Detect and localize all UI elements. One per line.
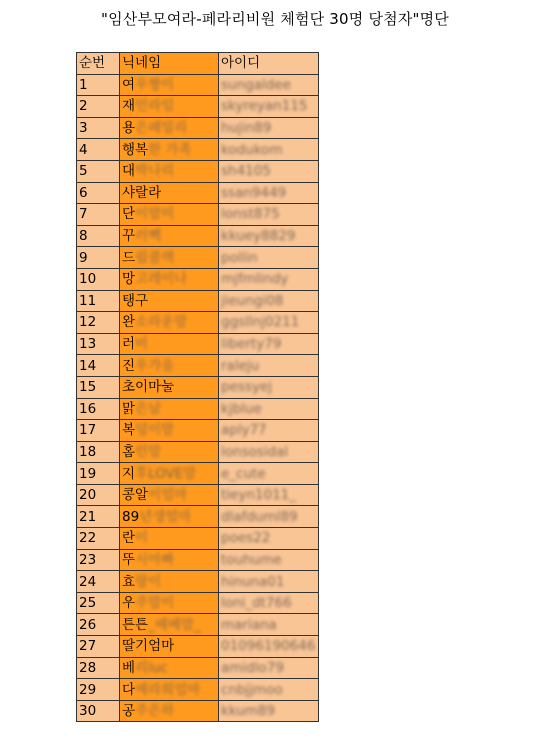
- nickname-visible: 샤랄라: [122, 184, 162, 201]
- row-id: [219, 74, 319, 96]
- nickname-masked: 예라희엄마: [135, 681, 201, 698]
- nickname-visible: 탱구: [122, 292, 149, 309]
- nickname-visible: 단: [122, 206, 136, 223]
- row-number: 17: [77, 420, 120, 442]
- nickname-masked: 랑이: [135, 573, 162, 590]
- id-masked: tieyn1011_: [221, 487, 297, 504]
- table-row: [77, 268, 319, 290]
- nickname-visible: 홈: [122, 443, 136, 460]
- row-number: 26: [77, 614, 120, 636]
- nickname-visible: 러: [122, 336, 136, 353]
- row-nickname: [120, 376, 219, 398]
- id-masked: dlafduml89: [221, 508, 298, 525]
- row-nickname: [120, 420, 219, 442]
- nickname-masked: 주맘이: [135, 595, 175, 612]
- row-number: 21: [77, 506, 120, 528]
- nickname-visible: 대: [122, 163, 136, 180]
- table-row: [77, 139, 319, 161]
- nickname-visible: 다: [122, 681, 136, 698]
- table-row: [77, 679, 319, 701]
- row-id: [219, 528, 319, 550]
- row-number: 4: [77, 139, 120, 161]
- row-nickname: [120, 657, 219, 679]
- nickname-masked: 러빽: [135, 228, 162, 245]
- id-masked: pessyej: [221, 379, 272, 396]
- row-number: 9: [77, 247, 120, 269]
- page-title: "임산부모여라-페라리비원 체험단 30명 당첨자"명단: [100, 10, 449, 28]
- row-nickname: [120, 355, 219, 377]
- row-nickname: [120, 700, 219, 722]
- row-number: 2: [77, 96, 120, 118]
- row-number: 22: [77, 528, 120, 550]
- nickname-visible: 튼튼: [122, 616, 149, 633]
- row-number: 18: [77, 441, 120, 463]
- nickname-masked: 리luc: [135, 659, 168, 676]
- id-masked: lonst875: [221, 206, 280, 223]
- row-nickname: [120, 398, 219, 420]
- row-number: 25: [77, 592, 120, 614]
- row-id: [219, 376, 319, 398]
- row-id: [219, 96, 319, 118]
- winners-table: [76, 52, 319, 722]
- row-id: [219, 549, 319, 571]
- nickname-masked: 우짱이: [135, 76, 175, 93]
- id-masked: mariana: [221, 616, 277, 633]
- nickname-masked: 시아빠: [135, 551, 175, 568]
- nickname-masked: 이맘미: [135, 206, 175, 223]
- nickname-visible: 란: [122, 530, 136, 547]
- row-nickname: [120, 571, 219, 593]
- row-nickname: [120, 333, 219, 355]
- row-nickname: [120, 463, 219, 485]
- nickname-visible: 지: [122, 465, 136, 482]
- table-row: [77, 355, 319, 377]
- table-row: [77, 592, 319, 614]
- nickname-masked: 은날: [135, 400, 162, 417]
- table-row: [77, 549, 319, 571]
- row-id: [219, 117, 319, 139]
- nickname-visible: 딸기엄마: [122, 638, 175, 655]
- row-id: [219, 657, 319, 679]
- row-nickname: [120, 506, 219, 528]
- nickname-masked: 이엄마: [148, 487, 188, 504]
- nickname-masked: 한 가족: [148, 141, 192, 158]
- id-masked: amidlo79: [221, 659, 284, 676]
- nickname-masked: 림콜렉: [135, 249, 175, 266]
- row-number: 13: [77, 333, 120, 355]
- table-row: [77, 484, 319, 506]
- row-id: [219, 312, 319, 334]
- row-id: [219, 290, 319, 312]
- row-number: 15: [77, 376, 120, 398]
- row-nickname: [120, 139, 219, 161]
- row-number: 7: [77, 204, 120, 226]
- id-masked: loni_dt766: [221, 595, 292, 612]
- id-masked: kkuey8829: [221, 228, 296, 245]
- nickname-visible: 초이마눌: [122, 379, 175, 396]
- id-masked: jieungi08: [221, 292, 284, 309]
- row-id: [219, 247, 319, 269]
- row-nickname: [120, 96, 219, 118]
- row-nickname: [120, 441, 219, 463]
- row-nickname: [120, 74, 219, 96]
- table-row: [77, 398, 319, 420]
- row-number: 27: [77, 636, 120, 658]
- row-id: [219, 268, 319, 290]
- header-nickname: 닉네임: [120, 53, 219, 75]
- nickname-visible: 우: [122, 595, 136, 612]
- id-masked: kjblue: [221, 400, 262, 417]
- table-row: [77, 225, 319, 247]
- row-nickname: [120, 592, 219, 614]
- table-row: [77, 657, 319, 679]
- nickname-masked: 주은하: [135, 703, 175, 720]
- nickname-visible: 망: [122, 271, 136, 288]
- nickname-visible: 꾸: [122, 228, 136, 245]
- nickname-visible: 콩알: [122, 487, 149, 504]
- id-masked: sh4105: [221, 163, 271, 180]
- nickname-visible: 베: [122, 659, 136, 676]
- table-row: [77, 96, 319, 118]
- row-id: [219, 441, 319, 463]
- nickname-masked: 우가을: [135, 357, 175, 374]
- row-number: 8: [77, 225, 120, 247]
- table-row: [77, 333, 319, 355]
- row-number: 10: [77, 268, 120, 290]
- id-masked: e_cute: [221, 465, 266, 482]
- id-masked: cnbjjmoo: [221, 681, 283, 698]
- row-id: [219, 614, 319, 636]
- table-row: [77, 420, 319, 442]
- id-masked: aply77: [221, 422, 267, 439]
- row-number: 12: [77, 312, 120, 334]
- table-row: [77, 463, 319, 485]
- row-number: 20: [77, 484, 120, 506]
- row-number: 24: [77, 571, 120, 593]
- row-id: [219, 355, 319, 377]
- row-nickname: [120, 117, 219, 139]
- row-number: 5: [77, 160, 120, 182]
- nickname-visible: 행복: [122, 141, 149, 158]
- nickname-masked: 민라임: [135, 98, 175, 115]
- row-number: 23: [77, 549, 120, 571]
- id-masked: skyreyan115: [221, 98, 308, 115]
- nickname-visible: 완: [122, 314, 136, 331]
- table-row: [77, 376, 319, 398]
- id-masked: kodukom: [221, 141, 283, 158]
- row-nickname: [120, 679, 219, 701]
- row-id: [219, 204, 319, 226]
- table-row: [77, 528, 319, 550]
- row-number: 11: [77, 290, 120, 312]
- row-id: [219, 636, 319, 658]
- header-number: 순번: [77, 53, 120, 75]
- row-nickname: [120, 160, 219, 182]
- table-row: [77, 312, 319, 334]
- nickname-visible: 공: [122, 703, 136, 720]
- id-masked: pollin: [221, 249, 258, 266]
- row-number: 30: [77, 700, 120, 722]
- id-masked: 01096190646: [221, 638, 316, 655]
- id-masked: sungaldee: [221, 76, 291, 93]
- id-masked: hinuna01: [221, 573, 285, 590]
- table-row: [77, 74, 319, 96]
- id-masked: liberty79: [221, 336, 282, 353]
- row-nickname: [120, 312, 219, 334]
- row-number: 19: [77, 463, 120, 485]
- row-number: 3: [77, 117, 120, 139]
- nickname-visible: 효: [122, 573, 136, 590]
- table-header-row: [77, 53, 319, 75]
- table-row: [77, 290, 319, 312]
- id-masked: raleju: [221, 357, 260, 374]
- row-id: [219, 182, 319, 204]
- nickname-masked: 년생엄마: [139, 508, 192, 525]
- nickname-masked: 은패밀리: [135, 120, 188, 137]
- row-nickname: [120, 204, 219, 226]
- table-row: [77, 247, 319, 269]
- row-id: [219, 592, 319, 614]
- row-number: 29: [77, 679, 120, 701]
- nickname-visible: 여: [122, 76, 136, 93]
- nickname-masked: 소라운맘: [135, 314, 188, 331]
- nickname-visible: 복: [122, 422, 136, 439]
- id-masked: touhume: [221, 551, 282, 568]
- nickname-masked: 덩이맘: [135, 422, 175, 439]
- row-nickname: [120, 614, 219, 636]
- nickname-visible: 뚜: [122, 551, 136, 568]
- table-row: [77, 700, 319, 722]
- id-masked: kkum89: [221, 703, 276, 720]
- row-nickname: [120, 528, 219, 550]
- row-number: 16: [77, 398, 120, 420]
- table-row: [77, 441, 319, 463]
- nickname-visible: 재: [122, 98, 136, 115]
- row-id: [219, 160, 319, 182]
- row-id: [219, 506, 319, 528]
- nickname-visible: 드: [122, 249, 136, 266]
- row-id: [219, 679, 319, 701]
- table-row: [77, 614, 319, 636]
- nickname-masked: 박나리: [135, 163, 175, 180]
- row-nickname: [120, 268, 219, 290]
- nickname-masked: 런맘: [135, 443, 162, 460]
- row-id: [219, 225, 319, 247]
- table-row: [77, 571, 319, 593]
- id-masked: lonsosidal: [221, 443, 289, 460]
- id-masked: ggsllnj0211: [221, 314, 300, 331]
- id-masked: mjfmlindy: [221, 271, 289, 288]
- nickname-masked: 고레이나: [135, 271, 188, 288]
- row-id: [219, 139, 319, 161]
- table-row: [77, 117, 319, 139]
- row-number: 6: [77, 182, 120, 204]
- nickname-visible: 89: [122, 508, 140, 525]
- nickname-visible: 맑: [122, 400, 136, 417]
- row-id: [219, 700, 319, 722]
- id-masked: poes22: [221, 530, 271, 547]
- nickname-visible: 진: [122, 357, 136, 374]
- nickname-masked: 비: [135, 336, 149, 353]
- nickname-masked: 이: [135, 530, 149, 547]
- row-id: [219, 333, 319, 355]
- row-id: [219, 420, 319, 442]
- row-number: 14: [77, 355, 120, 377]
- row-id: [219, 398, 319, 420]
- row-id: [219, 484, 319, 506]
- row-id: [219, 463, 319, 485]
- id-masked: hujin89: [221, 120, 272, 137]
- header-id: 아이디: [219, 53, 319, 75]
- nickname-masked: 후LOVE맘: [135, 465, 197, 482]
- row-nickname: [120, 484, 219, 506]
- nickname-visible: 용: [122, 120, 136, 137]
- row-nickname: [120, 636, 219, 658]
- row-nickname: [120, 290, 219, 312]
- id-masked: ssan9449: [221, 184, 287, 201]
- table-row: [77, 204, 319, 226]
- row-nickname: [120, 225, 219, 247]
- row-nickname: [120, 549, 219, 571]
- table-row: [77, 160, 319, 182]
- row-number: 1: [77, 74, 120, 96]
- row-nickname: [120, 247, 219, 269]
- row-id: [219, 571, 319, 593]
- row-nickname: [120, 182, 219, 204]
- row-number: 28: [77, 657, 120, 679]
- table-row: [77, 506, 319, 528]
- nickname-masked: _베베맘_: [148, 616, 201, 633]
- table-row: [77, 636, 319, 658]
- table-row: [77, 182, 319, 204]
